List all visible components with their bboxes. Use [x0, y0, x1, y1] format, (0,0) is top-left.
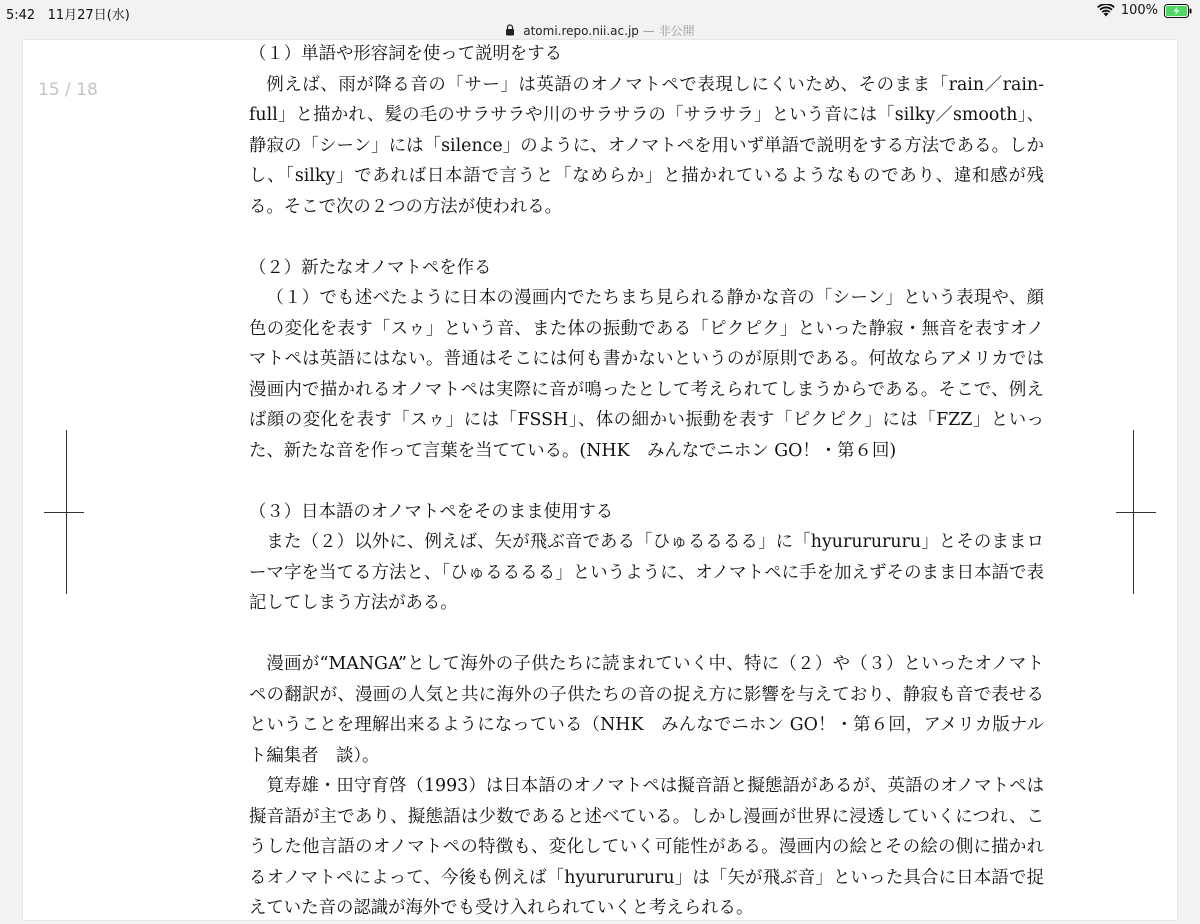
paragraph-5: 筧寿雄・田守育啓（1993）は日本語のオノマトペは擬音語と擬態語があるが、英語のオノマトペは擬音語が主であり、擬態語は少数であると述べている。しかし漫画が世界に浸透していくにつれ、こうした他言語のオノマトペの特徴も、変化していく可能性がある。漫画内の絵とその絵の側に描かれるオノマトペによって、今後も例えば「hyururururu」は「矢が飛ぶ音」といった具合に日本語で捉えていた音の認識が海外でも受け入れられていくと考えられる。 [249, 776, 1044, 918]
paragraph-2: （１）でも述べたように日本の漫画内でたちまち見られる静かな音の「シーン」という表現や、顔色の変化を表す「スゥ」という音、また体の振動である「ピクピク」といった静寂・無音を表すオノマトペは英語にはない。普通はそこには何も書かないというのが原則である。何故ならアメリカでは漫画内で描かれるオノマトペは実際に音が鳴ったとして考えられてしまうからである。そこで、例えば顔の変化を表す「スゥ」には「FSSH」、体の細かい振動を表す「ピクピク」には「FZZ」といった、新たな音を作って言葉を当てている。(NHK みんなでニホン GO！・第６回) [249, 288, 1044, 461]
paragraph-3: また（２）以外に、例えば、矢が飛ぶ音である「ひゅるるるる」に「hyururururu」とそのままローマ字を当てる方法と、「ひゅるるるる」というように、オノマトペに手を加えずそのまま日本語で表記してしまう方法がある。 [249, 532, 1044, 613]
document-content [249, 44, 1044, 924]
paragraph-4: 漫画が“MANGA”として海外の子供たちに読まれていく中、特に（２）や（３）といったオノマトペの翻訳が、漫画の人気と共に海外の子供たちの音の捉え方に影響を与えており、静寂も音で表せるということを理解出来るようになっている（NHK みんなでニホン GO！・第６回，アメリカ版ナルト編集者 談）。 [249, 654, 1044, 766]
lock-icon [505, 24, 515, 36]
status-right [1097, 3, 1192, 18]
status-bar [0, 0, 1200, 24]
section-heading-2: （２）新たなオノマトペを作る [249, 257, 492, 278]
url-separator: — [642, 24, 655, 38]
status-date: 11月27日(水) [47, 8, 130, 23]
paragraph-1: 例えば、雨が降る音の「サー」は英語のオノマトペで表現しにくいため、そのまま「rain／rain-full」と描かれ、髪の毛のサラサラや川のサラサラの「サラサラ」という音には「silky／smooth」、静寂の「シーン」には「silence」のように、オノマトペを用いず単語で説明をする方法である。しかし、「silky」であれば日本語で言うと「なめらか」と描かれているようなものであり、違和感が残る。そこで次の２つの方法が使われる。 [249, 74, 1044, 217]
battery-percentage: 100% [1120, 3, 1158, 18]
status-time-date [6, 4, 130, 23]
crop-mark-right-horizontal [1116, 512, 1156, 513]
crop-mark-left-horizontal [44, 512, 84, 513]
page-indicator: 15 / 18 [38, 80, 98, 100]
wifi-icon [1097, 4, 1115, 17]
battery-charging-icon [1164, 4, 1192, 18]
document-page[interactable] [23, 40, 1177, 920]
url-privacy-label: 非公開 [658, 24, 695, 38]
section-heading-3: （３）日本語のオノマトペをそのまま使用する [249, 501, 614, 522]
status-time: 5:42 [6, 8, 36, 23]
url-domain: atomi.repo.nii.ac.jp [523, 24, 639, 38]
section-heading-1: （１）単語や形容詞を使って説明をする [249, 44, 563, 64]
